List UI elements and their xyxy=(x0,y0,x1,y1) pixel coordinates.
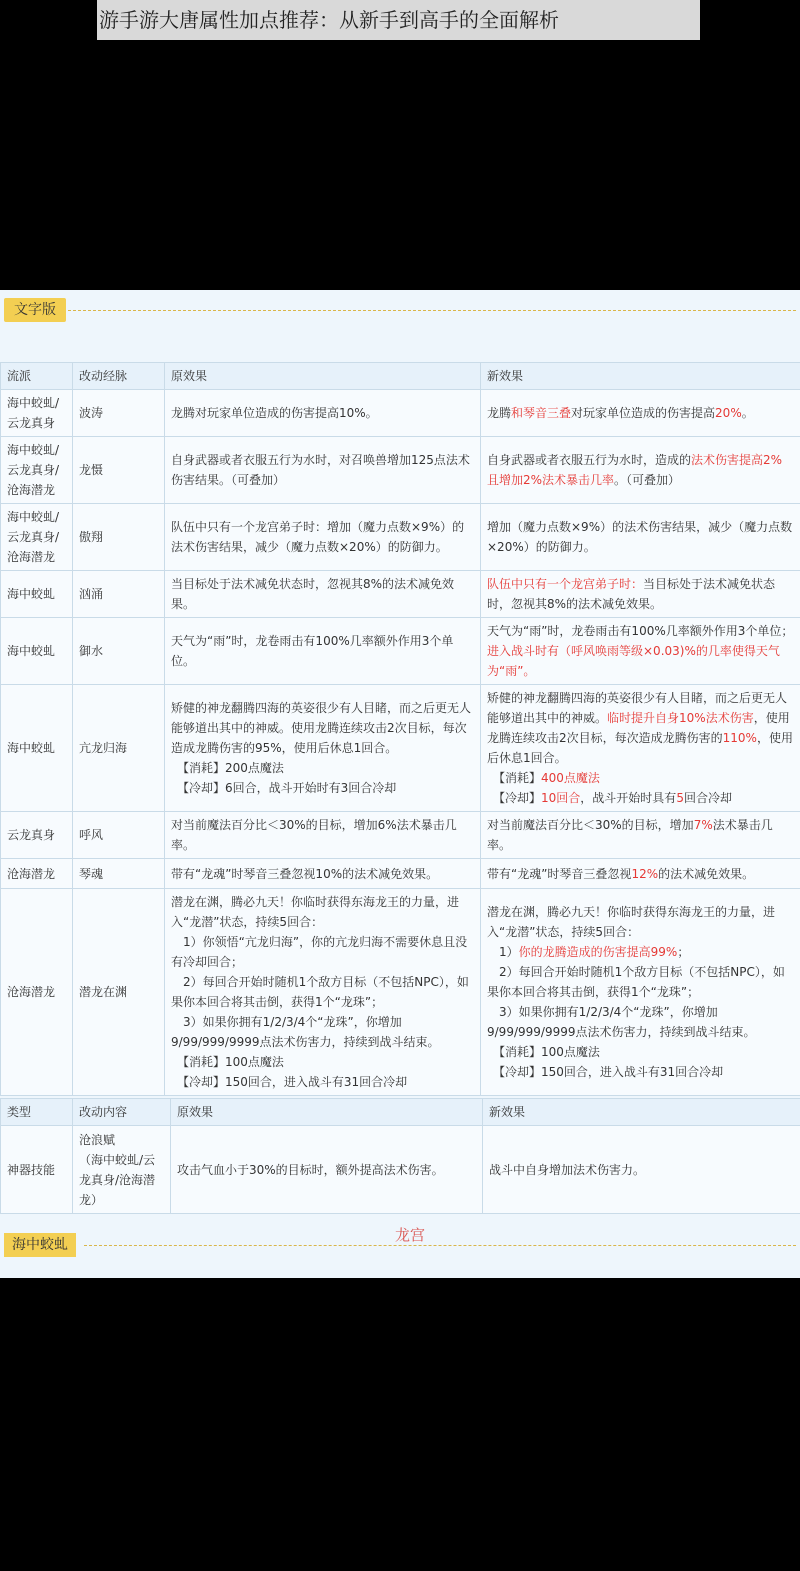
effect-text: 天气为“雨”时，龙卷雨击有100%几率额外作用3个单位； xyxy=(487,624,794,638)
new-effect-cell xyxy=(481,859,800,889)
highlight-text: 和琴音三叠 xyxy=(511,406,572,420)
header-type: 类型 xyxy=(1,1099,73,1126)
effect-text: 法术暴击几率。 xyxy=(487,818,773,852)
meridian-cell: 波涛 xyxy=(73,390,165,437)
old-effect-cell: 龙腾对玩家单位造成的伤害提高10%。 xyxy=(165,390,481,437)
school-cell: 海中蛟虬/ 云龙真身/ 沧海潜龙 xyxy=(1,504,73,571)
divider xyxy=(68,310,796,311)
table-row xyxy=(1,859,800,889)
table-row xyxy=(1,390,800,437)
meridian-cell: 傲翔 xyxy=(73,504,165,571)
old-effect-cell: 队伍中只有一个龙宫弟子时：增加（魔力点数×9%）的法术伤害结果，减少（魔力点数×20%）的防御力。 xyxy=(165,504,481,571)
highlight-text: 队伍中只有一个龙宫弟子时： xyxy=(487,577,644,591)
meridian-cell: 琴魂 xyxy=(73,859,165,889)
old-effect-cell: 潜龙在渊，腾必九天！你临时获得东海龙王的力量，进入“龙潜”状态，持续5回合： 1）你领悟“亢龙归海”，你的亢龙归海不需要休息且没有冷却回合； 2）每回合开始时随机1个敌方目标（不包括NPC），如果你本回合将其击倒，获得1个“龙珠”； 3）如果你拥有1/2/3/4个“龙珠”，你增加9/99/999/9999点法术伤害力，持续到战斗结束。 【消耗】100点魔法 【冷却】150回合，进入战斗有31回合冷却 xyxy=(165,889,481,1096)
content-cell: 沧浪赋 （海中蛟虬/云龙真身/沧海潜龙） xyxy=(73,1126,171,1214)
header-new: 新效果 xyxy=(483,1099,800,1126)
effect-text: 龙腾 xyxy=(487,406,512,420)
table-header-row xyxy=(1,363,800,390)
effect-text: 带有“龙魂”时琴音三叠忽视 xyxy=(487,866,632,881)
meridian-cell: 亢龙归海 xyxy=(73,685,165,812)
effect-text: 增加（魔力点数×9%）的法术伤害结果，减少（魔力点数×20%）的防御力。 xyxy=(487,520,793,554)
table-row xyxy=(1,571,800,618)
header-old: 原效果 xyxy=(165,363,481,390)
effect-text: 。 xyxy=(741,406,754,420)
change-table xyxy=(0,362,800,1096)
meridian-cell: 汹涌 xyxy=(73,571,165,618)
old-effect-cell: 对当前魔法百分比＜30%的目标，增加6%法术暴击几率。 xyxy=(165,812,481,859)
highlight-text: 7% xyxy=(693,818,713,832)
artifact-table xyxy=(0,1098,800,1214)
document-image xyxy=(0,290,800,1278)
school-cell: 沧海潜龙 xyxy=(1,859,73,889)
old-effect-cell: 矫健的神龙翻腾四海的英姿很少有人目睹，而之后更无人能够道出其中的神威。使用龙腾连续攻击2次目标，每次造成龙腾伤害的95%，使用后休息1回合。 【消耗】200点魔法 【冷却】6回合，战斗开始时有3回合冷却 xyxy=(165,685,481,812)
effect-text: ； 2）每回合开始时随机1个敌方目标（不包括NPC），如果你本回合将其击倒，获得1个“龙珠”； 3）如果你拥有1/2/3/4个“龙珠”，你增加9/99/999/9999点法术伤害力，持续到战斗结束。 【消耗】100点魔法 【冷却】150回合，进入战斗有31回合冷却 xyxy=(487,945,785,1079)
highlight-text: 20% xyxy=(715,406,742,420)
table-header-row xyxy=(1,1099,800,1126)
highlight-text: 进入战斗时有（呼风唤雨等级×0.03)%的几率使得天气为“雨”。 xyxy=(487,644,780,678)
new-effect-cell xyxy=(481,618,800,685)
divider xyxy=(84,1245,796,1246)
effect-text: 当目标处于法术减免状态时，忽视其8%的法术减免效果。 xyxy=(487,577,776,611)
meridian-cell: 龙慑 xyxy=(73,437,165,504)
table-row xyxy=(1,812,800,859)
highlight-text: 110% xyxy=(722,731,757,745)
highlight-text: 5 xyxy=(676,791,684,805)
new-effect-cell xyxy=(481,889,800,1096)
effect-text: 矫健的神龙翻腾四海的英姿很少有人目睹，而之后更无人能够道出其中的神威。 xyxy=(487,691,788,725)
old-effect-cell: 自身武器或者衣服五行为水时，对召唤兽增加125点法术伤害结果。（可叠加） xyxy=(165,437,481,504)
meridian-cell: 潜龙在渊 xyxy=(73,889,165,1096)
school-cell: 沧海潜龙 xyxy=(1,889,73,1096)
school-cell: 海中蛟虬/ 云龙真身/ 沧海潜龙 xyxy=(1,437,73,504)
new-effect-cell xyxy=(481,390,800,437)
new-effect-cell xyxy=(481,437,800,504)
header-content: 改动内容 xyxy=(73,1099,171,1126)
school-cell: 海中蛟虬 xyxy=(1,685,73,812)
effect-text: 对当前魔法百分比＜30%的目标，增加 xyxy=(487,818,694,832)
highlight-text: 临时提升自身10%法术伤害 xyxy=(607,711,754,725)
effect-text: 的法术减免效果。 xyxy=(658,866,755,881)
header-school: 流派 xyxy=(1,363,73,390)
effect-text: ，使用龙腾连续攻击2次目标，每次造成龙腾伤害的 xyxy=(487,711,790,745)
table-row xyxy=(1,889,800,1096)
section-label: 文字版 xyxy=(4,298,66,322)
table-row xyxy=(1,1126,800,1214)
header-new: 新效果 xyxy=(481,363,800,390)
new-effect-cell: 战斗中自身增加法术伤害力。 xyxy=(483,1126,800,1214)
table-row xyxy=(1,437,800,504)
old-effect-cell: 当目标处于法术减免状态时，忽视其8%的法术减免效果。 xyxy=(165,571,481,618)
meridian-cell: 御水 xyxy=(73,618,165,685)
new-effect-cell xyxy=(481,685,800,812)
old-effect-cell: 带有“龙魂”时琴音三叠忽视10%的法术减免效果。 xyxy=(165,859,481,889)
effect-text: ，使用后休息1回合。 【消耗】 xyxy=(487,731,793,785)
header-old: 原效果 xyxy=(171,1099,483,1126)
school-cell: 云龙真身 xyxy=(1,812,73,859)
effect-text: 潜龙在渊，腾必九天！你临时获得东海龙王的力量，进入“龙潜”状态，持续5回合： 1） xyxy=(487,905,776,959)
bottom-section-label: 海中蛟虬 xyxy=(4,1233,76,1257)
effect-text: ，战斗开始时具有 xyxy=(580,791,677,805)
table-row xyxy=(1,504,800,571)
effect-text: 【冷却】 xyxy=(499,791,542,805)
new-effect-cell xyxy=(481,571,800,618)
header-meridian: 改动经脉 xyxy=(73,363,165,390)
highlight-text: 你的龙腾造成的伤害提高99% xyxy=(518,945,678,959)
highlight-text: 12% xyxy=(631,866,659,881)
school-cell: 海中蛟虬 xyxy=(1,618,73,685)
type-cell: 神器技能 xyxy=(1,1126,73,1214)
old-effect-cell: 攻击气血小于30%的目标时，额外提高法术伤害。 xyxy=(171,1126,483,1214)
school-cell: 海中蛟虬 xyxy=(1,571,73,618)
table-row xyxy=(1,685,800,812)
effect-text: 自身武器或者衣服五行为水时，造成的 xyxy=(487,453,692,467)
old-effect-cell: 天气为“雨”时，龙卷雨击有100%几率额外作用3个单位。 xyxy=(165,618,481,685)
effect-text: 回合冷却 xyxy=(683,791,732,805)
effect-text: 对玩家单位造成的伤害提高 xyxy=(571,406,716,420)
table-row xyxy=(1,618,800,685)
highlight-text: 法术伤害提高2%且增加2%法术暴击几率 xyxy=(487,453,783,487)
new-effect-cell xyxy=(481,504,800,571)
highlight-text: 10回合 xyxy=(541,791,581,805)
bottom-center-label: 龙宫 xyxy=(394,1226,425,1244)
effect-text: 。（可叠加） xyxy=(614,473,681,487)
meridian-cell: 呼风 xyxy=(73,812,165,859)
page-title: 游手游大唐属性加点推荐：从新手到高手的全面解析 xyxy=(97,0,700,40)
new-effect-cell xyxy=(481,812,800,859)
school-cell: 海中蛟虬/ 云龙真身 xyxy=(1,390,73,437)
highlight-text: 400点魔法 xyxy=(541,771,600,785)
